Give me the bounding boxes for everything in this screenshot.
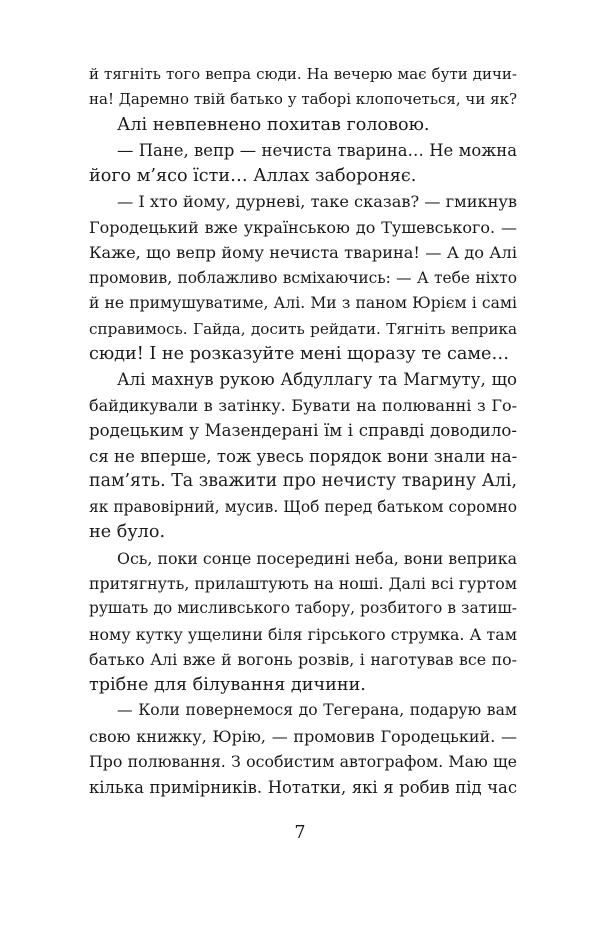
text-line: батько Алі вже й вогонь розвів, і наготував все по- <box>89 650 517 670</box>
text-line: його м’ясо їсти… Аллах забороняє. <box>89 165 417 186</box>
text-line: не було. <box>89 522 166 543</box>
text-line: Алі невпевнено похитав головою. <box>117 114 430 135</box>
text-line: як правовірний, мусив. Щоб перед батьком соромно <box>89 497 517 516</box>
text-line: Ось, поки сонце посередині неба, вони веприка <box>117 548 517 568</box>
text-line: сюди! І не розказуйте мені щоразу те саме… <box>89 343 510 364</box>
page-number: 7 <box>294 823 306 843</box>
text-line: й не примушуватиме, Алі. Ми з паном Юрієм і самі <box>89 294 517 313</box>
text-line: Алі махнув рукою Абдуллагу та Магмуту, що <box>117 370 517 390</box>
text-line: промовив, поблажливо всміхаючись: — А тебе ніхто <box>89 268 517 287</box>
text-line: — І хто йому, дурневі, таке сказав? — гмикнув <box>117 192 517 212</box>
text-line: Каже, що вепр йому нечиста тварина! — А до Алі <box>89 243 517 263</box>
text-line: кілька примірників. Нотатки, які я робив під час <box>89 777 517 797</box>
text-line: на! Даремно твій батько у таборі клопочеться, чи як? <box>89 90 517 109</box>
text-line: родецьким у Мазендерані їм і справді доводило- <box>89 421 517 441</box>
text-line: ному кутку ущелини біля гірського струмка. А там <box>89 624 517 644</box>
text-line: свою книжку, Юрію, — промовив Городецький. — <box>89 726 517 746</box>
text-line: пам’ять. Та зважити про нечисту тварину Алі, <box>89 471 517 492</box>
text-line: байдикували в затінку. Бувати на полюванні з Го- <box>89 395 517 415</box>
text-line: й тягніть того вепра сюди. На вечерю має бути дичи- <box>89 65 517 83</box>
text-line: — Коли повернемося до Тегерана, подарую вам <box>117 701 517 720</box>
text-line: притягнуть, прилаштують на ноші. Далі всі гуртом <box>89 574 517 593</box>
text-line: — Пане, вепр — нечиста тварина… Не можна <box>117 141 517 161</box>
text-line: Про полювання. З особистим автографом. Маю ще <box>89 752 517 772</box>
text-line: рушать до мисливського табору, розбитого в затиш- <box>89 599 517 618</box>
text-line: трібне для білування дичини. <box>89 674 366 695</box>
text-line: ся не вперше, тож увесь порядок вони знали на- <box>89 446 517 466</box>
text-line: справимось. Гайда, досить рейдати. Тягніть веприка <box>89 319 517 338</box>
text-line: Городецький вже українською до Тушевського. — <box>89 217 517 237</box>
